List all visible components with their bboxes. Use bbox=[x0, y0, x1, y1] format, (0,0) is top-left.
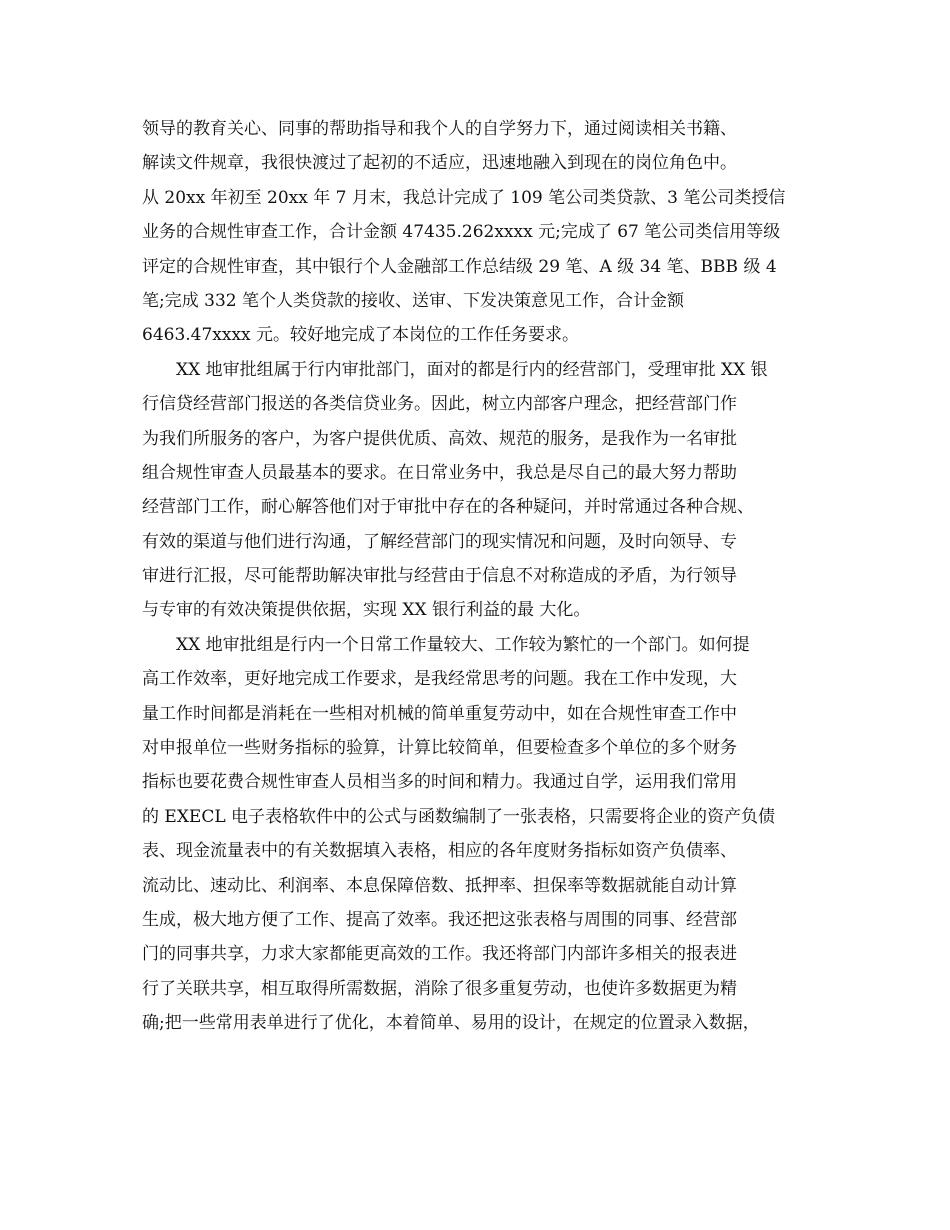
text-line: 审进行汇报，尽可能帮助解决审批与经营由于信息不对称造成的矛盾，为行领导 bbox=[142, 566, 737, 587]
text-line: 笔;完成 332 笔个人类贷款的接收、送审、下发决策意见工作，合计金额 bbox=[142, 290, 684, 311]
text-line: 高工作效率，更好地完成工作要求，是我经常思考的问题。我在工作中发现，大 bbox=[142, 669, 737, 690]
text-line: 从 20xx 年初至 20xx 年 7 月末，我总计完成了 109 笔公司类贷款、3 笔公司类授信 bbox=[142, 187, 786, 208]
text-line: 有效的渠道与他们进行沟通，了解经营部门的现实情况和问题，及时向领导、专 bbox=[142, 531, 737, 552]
text-line: 评定的合规性审查，其中银行个人金融部工作总结级 29 笔、A 级 34 笔、BBB 级 4 bbox=[142, 256, 777, 277]
text-line: 解读文件规章，我很快渡过了起初的不适应，迅速地融入到现在的岗位角色中。 bbox=[142, 153, 737, 174]
text-line: 表、现金流量表中的有关数据填入表格，相应的各年度财务指标如资产负债率、 bbox=[142, 841, 737, 862]
text-line: 行信贷经营部门报送的各类信贷业务。因此，树立内部客户理念，把经营部门作 bbox=[142, 394, 737, 415]
text-line: 生成，极大地方便了工作、提高了效率。我还把这张表格与周围的同事、经营部 bbox=[142, 909, 737, 930]
text-line: 指标也要花费合规性审查人员相当多的时间和精力。我通过自学，运用我们常用 bbox=[142, 772, 737, 793]
text-line: 门的同事共享，力求大家都能更高效的工作。我还将部门内部许多相关的报表进 bbox=[142, 944, 737, 965]
text-line: XX 地审批组属于行内审批部门，面对的都是行内的经营部门，受理审批 XX 银 bbox=[176, 359, 768, 380]
document-body bbox=[142, 112, 814, 1041]
text-line: 业务的合规性审查工作，合计金额 47435.262xxxx 元;完成了 67 笔公司类信用等级 bbox=[142, 222, 781, 243]
text-line: 与专审的有效决策提供依据，实现 XX 银行利益的最 大化。 bbox=[142, 600, 591, 621]
text-line: 为我们所服务的客户，为客户提供优质、高效、规范的服务，是我作为一名审批 bbox=[142, 428, 737, 449]
text-line: 领导的教育关心、同事的帮助指导和我个人的自学努力下，通过阅读相关书籍、 bbox=[142, 119, 737, 139]
text-line: 行了关联共享，相互取得所需数据，消除了很多重复劳动，也使许多数据更为精 bbox=[142, 978, 737, 999]
text-line: 6463.47xxxx 元。较好地完成了本岗位的工作任务要求。 bbox=[142, 325, 580, 346]
text-line: 经营部门工作，耐心解答他们对于审批中存在的各种疑问，并时常通过各种合规、 bbox=[142, 497, 754, 518]
text-line: 量工作时间都是消耗在一些相对机械的简单重复劳动中，如在合规性审查工作中 bbox=[142, 703, 737, 724]
text-line: 的 EXECL 电子表格软件中的公式与函数编制了一张表格，只需要将企业的资产负债 bbox=[142, 806, 776, 827]
text-line: 流动比、速动比、利润率、本息保障倍数、抵押率、担保率等数据就能自动计算 bbox=[142, 875, 737, 896]
text-line: 确;把一些常用表单进行了优化，本着简单、易用的设计，在规定的位置录入数据， bbox=[142, 1013, 760, 1034]
text-line: 组合规性审查人员最基本的要求。在日常业务中，我总是尽自己的最大努力帮助 bbox=[142, 462, 737, 483]
text-line: 对申报单位一些财务指标的验算，计算比较简单，但要检查多个单位的多个财务 bbox=[142, 738, 737, 759]
text-line: XX 地审批组是行内一个日常工作量较大、工作较为繁忙的一个部门。如何提 bbox=[176, 634, 750, 655]
